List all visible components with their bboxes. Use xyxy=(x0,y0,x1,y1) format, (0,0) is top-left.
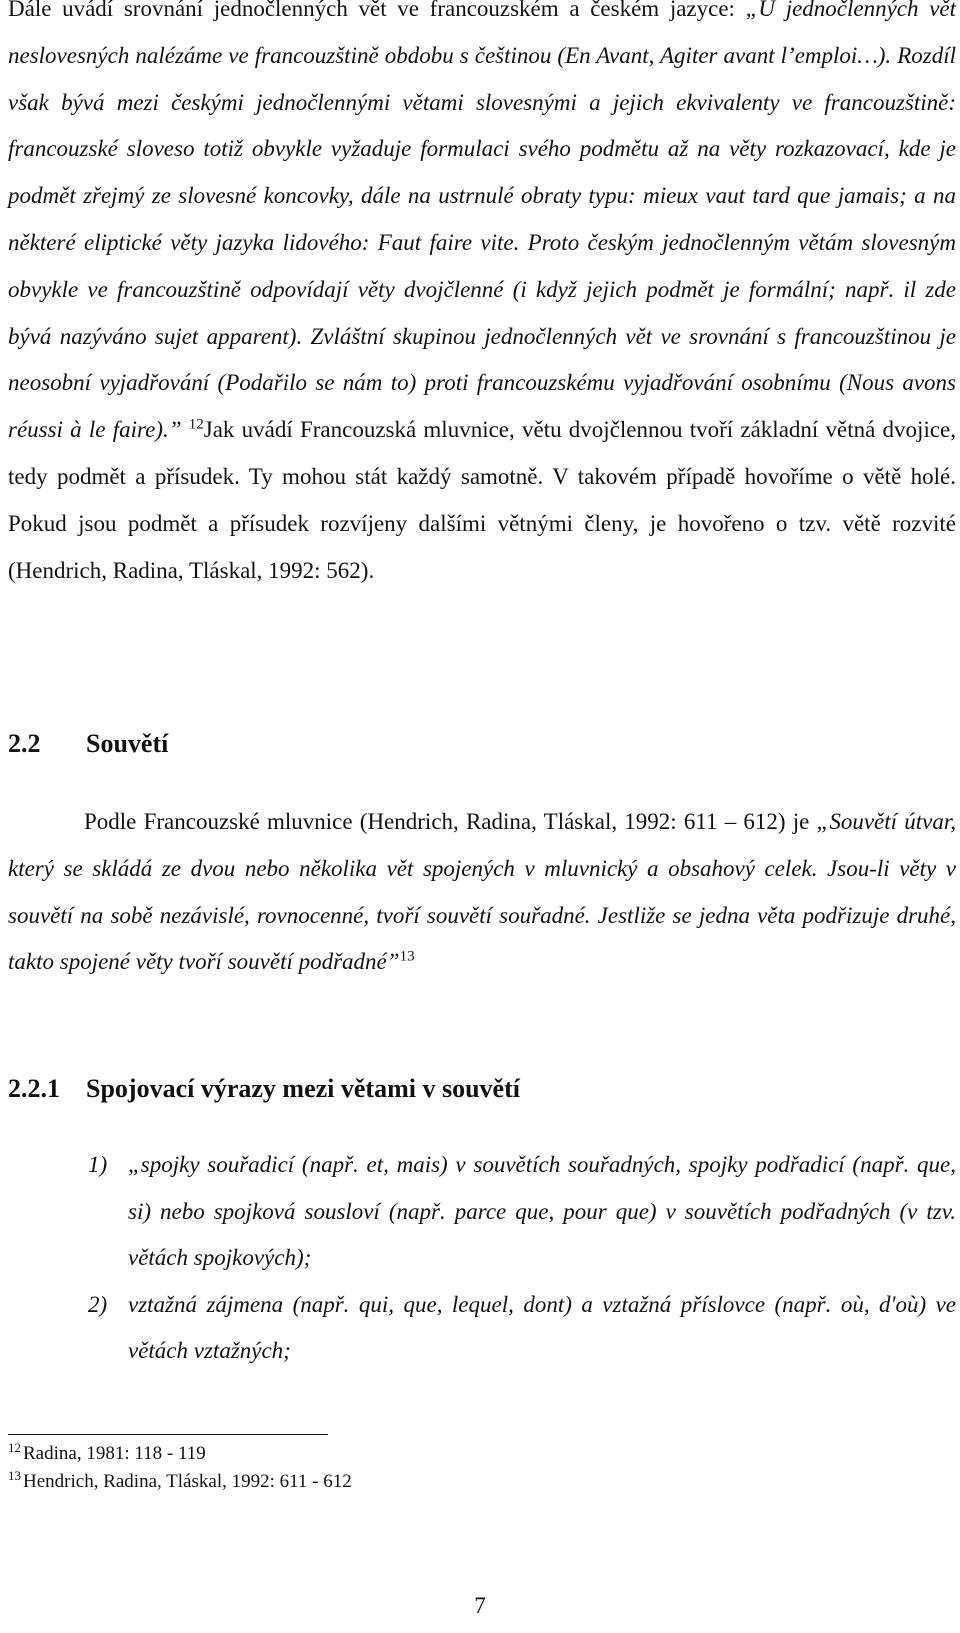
section-title: Souvětí xyxy=(86,729,169,758)
intro-lead: Dále uvádí srovnání jednočlenných vět ve francouzském a českém jazyce: xyxy=(8,0,746,21)
list-item-text: „spojky souřadicí (např. et, mais) v souvětích souřadných, spojky podřadicí (např. que, si) nebo spojková sousloví (např. parce que, pour que) v souvětích podřadných (v tzv. větách spojkových); xyxy=(128,1152,956,1270)
intro-quote: „U jednočlenných vět neslovesných nalézáme ve francouzštině obdobu s češtinou (En Avant, Agiter avant l’emploi…). Rozdíl však bývá mezi českými jednočlennými větami slovesnými a jejich ekvivalenty ve francouzštině: francouzské sloveso totiž obvykle vyžaduje formulaci svého podmětu až na věty rozkazovací, kde je podmět zřejmý ze slovesné koncovky, dále na ustrnulé obraty typu: mieux vaut tard que jamais; a na některé eliptické věty jazyka lidového: Faut faire vite. Proto českým jednočlenným větám slovesným obvykle ve francouzštině odpovídají věty dvojčlenné (i když jejich podmět je formální; např. il zde bývá nazýváno sujet apparent). Zvláštní skupinou jednočlenných vět ve srovnání s francouzštinou je neosobní vyjadřování (Podařilo se nám to) proti francouzskému vyjadřování osobnímu (Nous avons réussi à le faire).” xyxy=(8,0,956,443)
subsection-number: 2.2.1 xyxy=(8,1074,60,1103)
footnote-divider xyxy=(8,1434,328,1435)
list-item-number: 1) xyxy=(88,1152,108,1177)
section-2-2-paragraph xyxy=(8,799,956,986)
list-item xyxy=(88,1282,956,1375)
footnote-number: 12 xyxy=(8,1439,21,1455)
footnote-number: 13 xyxy=(8,1467,21,1483)
list-item xyxy=(88,1142,956,1282)
section-2-2-quote: „Souvětí útvar, který se skládá ze dvou nebo několika vět spojených v mluvnický a obsahový celek. Jsou-li věty v souvětí na sobě nezávislé, rovnocenné, tvoří souvětí souřadné. Jestliže se jedna věta podřizuje druhé, takto spojené věty tvoří souvětí podřadné” xyxy=(8,809,956,975)
list-item-text: vztažná zájmena (např. qui, que, lequel, dont) a vztažná příslovce (např. où, d'où) ve větách vztažných; xyxy=(128,1291,956,1363)
connector-list xyxy=(88,1142,956,1375)
intro-paragraph xyxy=(8,0,956,594)
intro-rest: Jak uvádí Francouzská mluvnice, větu dvojčlennou tvoří základní větná dvojice, tedy podmět a přísudek. Ty mohou stát každý samotně. V takovém případě hovoříme o větě holé. Pokud jsou podmět a přísudek rozvíjeny dalšími větnými členy, je hovořeno o tzv. větě rozvité (Hendrich, Radina, Tláskal, 1992: 562). xyxy=(8,417,956,583)
page-number: 7 xyxy=(474,1593,486,1618)
subsection-title: Spojovací výrazy mezi větami v souvětí xyxy=(86,1074,520,1103)
footnote-text: Hendrich, Radina, Tláskal, 1992: 611 - 612 xyxy=(23,1471,352,1492)
list-item-number: 2) xyxy=(88,1291,108,1317)
section-heading-2-2 xyxy=(8,727,168,761)
section-2-2-lead: Podle Francouzské mluvnice (Hendrich, Radina, Tláskal, 1992: 611 – 612) je xyxy=(84,809,817,834)
footnote-13 xyxy=(8,1468,608,1496)
footnote-ref-12: 12 xyxy=(188,416,204,433)
footnote-ref-13: 13 xyxy=(399,948,415,965)
section-heading-2-2-1 xyxy=(8,1072,520,1106)
footnote-text: Radina, 1981: 118 - 119 xyxy=(23,1443,206,1464)
footnotes xyxy=(8,1440,608,1496)
footnote-12 xyxy=(8,1440,608,1468)
section-number: 2.2 xyxy=(8,729,41,758)
